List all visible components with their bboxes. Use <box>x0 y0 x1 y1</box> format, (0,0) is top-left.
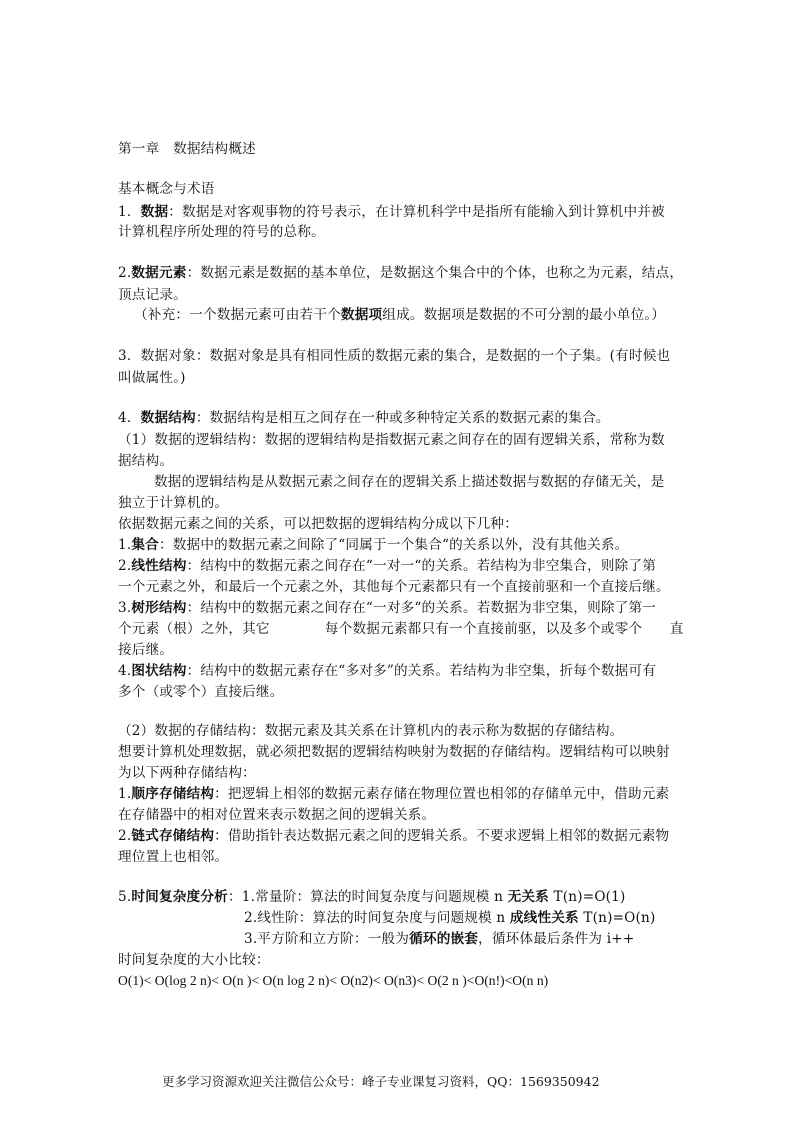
text-line: 接后继。 <box>118 642 174 658</box>
supplement-note: （补充：一个数据元素可由若干个数据项组成。数据项是数据的不可分割的最小单位。） <box>134 307 666 323</box>
storage-structure-line: （2）数据的存储结构：数据元素及其关系在计算机内的表示称为数据的存储结构。 <box>118 723 624 739</box>
text-line: 在存储器中的相对位置来表示数据之间的逻辑关系。 <box>118 807 436 823</box>
text-line: 据结构。 <box>118 453 174 469</box>
text-line: 想要计算机处理数据，就必须把数据的逻辑结构映射为数据的存储结构。逻辑结构可以映射 <box>118 744 670 760</box>
text-line: 顶点记录。 <box>118 287 187 303</box>
section-title: 基本概念与术语 <box>118 181 215 197</box>
text-line: 个元素（根）之外，其它 每个数据元素都只有一个直接前驱，以及多个或零个 直 <box>118 621 684 637</box>
complexity-compare: O(1)< O(log 2 n)< O(n )< O(n log 2 n)< O(n2)< O(n3)< O(2 n )<O(n!)<O(n n) <box>118 973 549 988</box>
text-line: 一个元素之外，和最后一个元素之外，其他每个元素都只有一个直接前驱和一个直接后继。 <box>118 579 670 595</box>
term-data-structure: 4．数据结构：数据结构是相互之间存在一种或多种特定关系的数据元素的集合。 <box>118 410 610 426</box>
text-line: 理位置上也相邻。 <box>118 849 229 865</box>
time-complexity-linear: 2.线性阶：算法的时间复杂度与问题规模 n 成线性关系 T(n)=O(n) <box>244 910 656 926</box>
kinds-intro: 依据数据元素之间的关系，可以把数据的逻辑结构分成以下几种： <box>118 516 519 532</box>
text-line: 多个（或零个）直接后继。 <box>118 684 284 700</box>
text-line: 为以下两种存储结构： <box>118 765 256 781</box>
text-line: 数据的逻辑结构是从数据元素之间存在的逻辑关系上描述数据与数据的存储无关，是 <box>154 474 665 490</box>
term-data: 1．数据：数据是对客观事物的符号表示，在计算机科学中是指所有能输入到计算机中并被 <box>118 204 665 220</box>
text-line: 计算机程序所处理的符号的总称。 <box>118 224 325 240</box>
term-data-element: 2.数据元素：数据元素是数据的基本单位，是数据这个集合中的个体，也称之为元素，结点， <box>118 265 684 281</box>
storage-sequential: 1.顺序存储结构：把逻辑上相邻的数据元素存储在物理位置也相邻的存储单元中，借助元素 <box>118 786 670 802</box>
logical-structure-line: （1）数据的逻辑结构：数据的逻辑结构是指数据元素之间存在的固有逻辑关系，常称为数 <box>118 432 665 448</box>
storage-linked: 2.链式存储结构：借助指针表达数据元素之间的逻辑关系。不要求逻辑上相邻的数据元素物 <box>118 828 670 844</box>
term-label: 数据元素 <box>131 265 187 281</box>
page-footer: 更多学习资源欢迎关注微信公众号：峰子专业课复习资料，QQ：1569350942 <box>162 1074 600 1089</box>
term-data-object: 3．数据对象：数据对象是具有相同性质的数据元素的集合，是数据的一个子集。(有时候也 <box>118 348 671 364</box>
chapter-title: 第一章 数据结构概述 <box>118 141 256 157</box>
term-label: 数据 <box>140 204 169 220</box>
kind-linear: 2.线性结构：结构中的数据元素之间存在“一对一“的关系。若结构为非空集合，则除了第 <box>118 558 657 574</box>
complexity-compare-title: 时间复杂度的大小比较： <box>118 952 270 968</box>
kind-set: 1.集合：数据中的数据元素之间除了“同属于一个集合“的关系以外，没有其他关系。 <box>118 537 629 553</box>
term-label: 数据结构 <box>140 410 196 426</box>
kind-graph: 4.图状结构：结构中的数据元素存在“多对多”的关系。若结构为非空集，折每个数据可有 <box>118 663 657 679</box>
text-line: 独立于计算机的。 <box>118 495 229 511</box>
time-complexity-constant: 5.时间复杂度分析：1.常量阶：算法的时间复杂度与问题规模 n 无关系 T(n)=O(1) <box>118 889 626 905</box>
text-line: 叫做属性。) <box>118 370 186 386</box>
kind-tree: 3.树形结构：结构中的数据元素之间存在“一对多“的关系。若数据为非空集，则除了第一 <box>118 600 657 616</box>
term-label: 数据项 <box>340 307 383 323</box>
time-complexity-polynomial: 3.平方阶和立方阶：一般为循环的嵌套，循环体最后条件为 i++ <box>244 931 635 947</box>
